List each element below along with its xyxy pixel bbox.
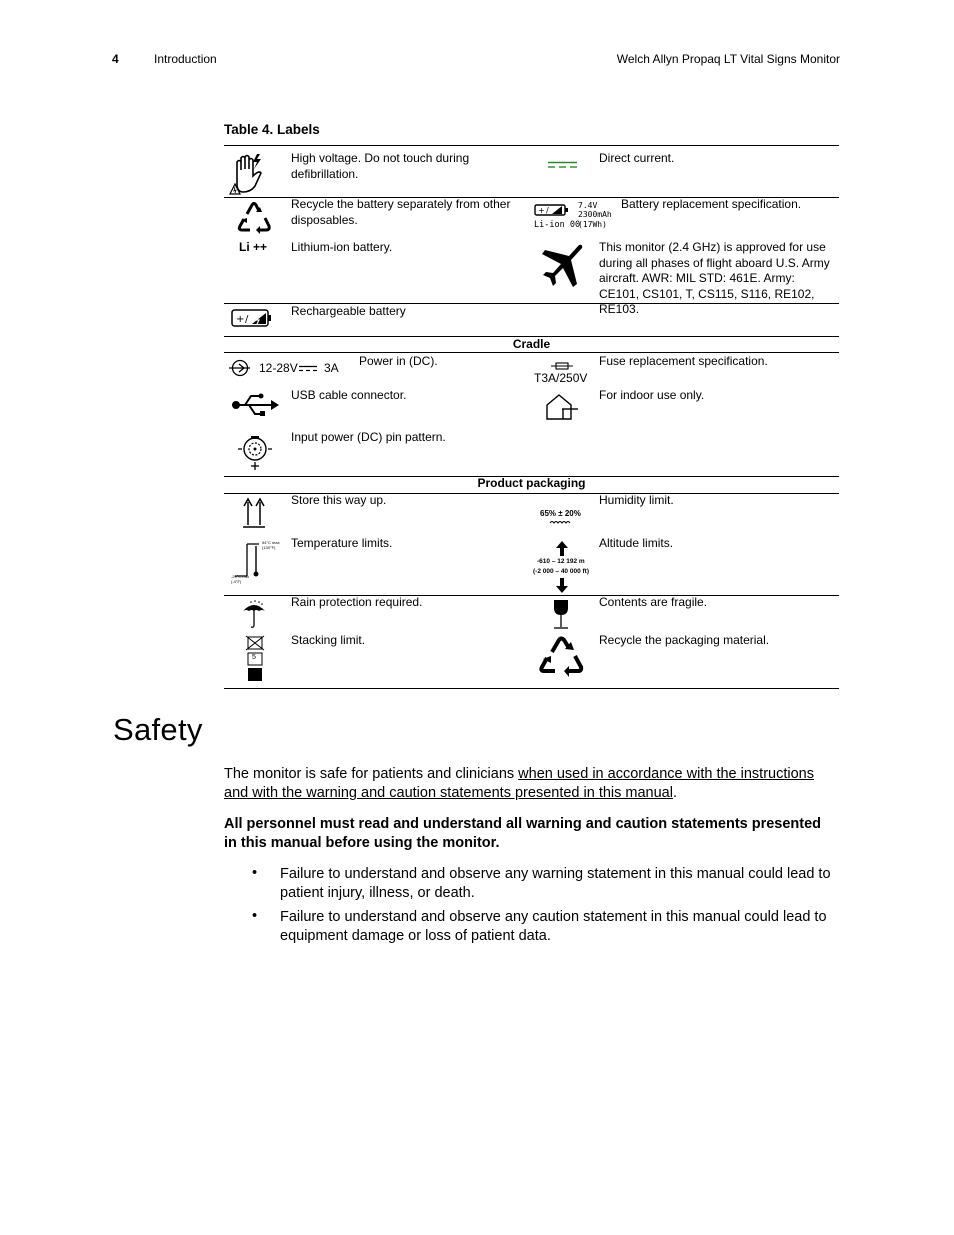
dc-symbol-icon (298, 365, 318, 373)
fragile-description: Contents are fragile. (599, 595, 708, 609)
svg-text:/: / (546, 206, 549, 215)
battery-spec-description: Battery replacement specification. (621, 197, 802, 211)
caution-bullet: Failure to understand and observe any caution statement in this manual could lead to equipment damage or loss of patient data. (280, 909, 827, 944)
rain-protection-description: Rain protection required. (291, 595, 423, 609)
fragile-glass-icon (552, 599, 570, 631)
battery-spec-voltage: 7.4V (578, 201, 598, 210)
table-caption: Table 4. Labels (224, 122, 320, 137)
humidity-icon-text: 65% ± 20% (540, 509, 581, 518)
svg-text:+: + (236, 314, 245, 325)
aircraft-approval-description: This monitor (2.4 GHz) is approved for use during all phases of flight aboard U.S. Army aircraft. AWR: MIL STD: 461E. Army: CE101, CS101, T, CS115, S116, RE102, RE103. (599, 240, 830, 316)
bullet-marker: • (252, 908, 258, 924)
umbrella-rain-icon (241, 599, 267, 629)
safety-intro-text: The monitor is safe for patients and clinicians (224, 766, 519, 782)
svg-text:/: / (245, 314, 249, 325)
usb-description: USB cable connector. (291, 388, 407, 402)
battery-spec-icon (533, 202, 571, 218)
dc-pin-pattern-icon (237, 432, 273, 472)
temp-max-text: 54°C max (262, 540, 280, 545)
safety-intro-end: . (672, 785, 678, 801)
stacking-limit-description: Stacking limit. (291, 633, 366, 647)
altitude-metres-text: -610 – 12 192 m (537, 558, 585, 565)
this-way-up-description: Store this way up. (291, 493, 387, 507)
table-rule (224, 688, 839, 689)
this-way-up-icon (243, 497, 265, 529)
recycle-battery-icon (237, 201, 271, 239)
direct-current-icon (547, 161, 579, 169)
table-rule (224, 352, 839, 353)
fuse-description: Fuse replacement specification. (599, 354, 768, 368)
svg-text:+: + (538, 206, 545, 215)
header-doc-title: Welch Allyn Propaq LT Vital Signs Monitor (616, 52, 840, 66)
power-in-amps-text: 3A (324, 361, 339, 375)
lithium-ion-icon-text: Li ++ (239, 240, 268, 254)
rechargeable-battery-icon (230, 307, 274, 329)
power-in-dc-icon (228, 359, 254, 377)
recycle-battery-description: Recycle the battery separately from other disposables. (291, 197, 511, 227)
recycle-packaging-icon (538, 636, 584, 680)
high-voltage-description: High voltage. Do not touch during defibrillation. (291, 151, 470, 181)
battery-spec-chemistry: Li-ion 00 (534, 220, 581, 230)
recycle-packaging-description: Recycle the packaging material. (599, 633, 770, 647)
altitude-up-arrow-icon (556, 541, 568, 556)
safety-intro-paragraph (224, 765, 824, 803)
altitude-feet-text: (-2 000 – 40 000 ft) (533, 568, 590, 575)
temp-max-f-text: (130°F) (262, 545, 276, 550)
pin-pattern-description: Input power (DC) pin pattern. (291, 430, 446, 444)
battery-spec-capacity: 2300mAh (578, 210, 612, 219)
stacking-limit-number: 5 (252, 654, 256, 661)
temp-min-text: -29°C min (231, 574, 249, 579)
safety-heading: Safety (113, 712, 203, 747)
header-section: Introduction (154, 52, 217, 66)
usb-icon (231, 393, 281, 417)
temp-min-f-text: (-4°F) (231, 579, 242, 584)
lithium-ion-description: Lithium-ion battery. (291, 240, 393, 254)
power-in-description: Power in (DC). (359, 354, 438, 368)
safety-intro-underlined: when used in accordance with the instructions and with the warning and caution statements presented in this manual (224, 766, 814, 801)
battery-spec-energy: (17Wh) (578, 220, 607, 229)
cradle-section-title: Cradle (512, 337, 551, 351)
temperature-description: Temperature limits. (291, 536, 393, 550)
humidity-wave-icon (549, 519, 571, 525)
rechargeable-battery-description: Rechargeable battery (291, 304, 406, 318)
safety-bold-statement: All personnel must read and understand all warning and caution statements presented in this manual before using the monitor. (224, 816, 822, 851)
high-voltage-hand-icon (229, 152, 267, 196)
packaging-section-title: Product packaging (477, 476, 586, 490)
direct-current-description: Direct current. (599, 151, 675, 165)
page-number: 4 (112, 52, 119, 66)
warning-bullet: Failure to understand and observe any warning statement in this manual could lead to patient injury, illness, or death. (280, 866, 831, 901)
fuse-icon (551, 362, 573, 370)
altitude-description: Altitude limits. (599, 536, 674, 550)
table-rule (224, 145, 839, 146)
airplane-icon (541, 242, 585, 290)
altitude-down-arrow-icon (556, 578, 568, 593)
bullet-marker: • (252, 865, 258, 881)
power-in-voltage-text: 12-28V (259, 361, 298, 375)
humidity-description: Humidity limit. (599, 493, 674, 507)
indoor-use-house-icon (545, 393, 579, 421)
fuse-spec-text: T3A/250V (534, 371, 588, 385)
indoor-use-description: For indoor use only. (599, 388, 705, 402)
